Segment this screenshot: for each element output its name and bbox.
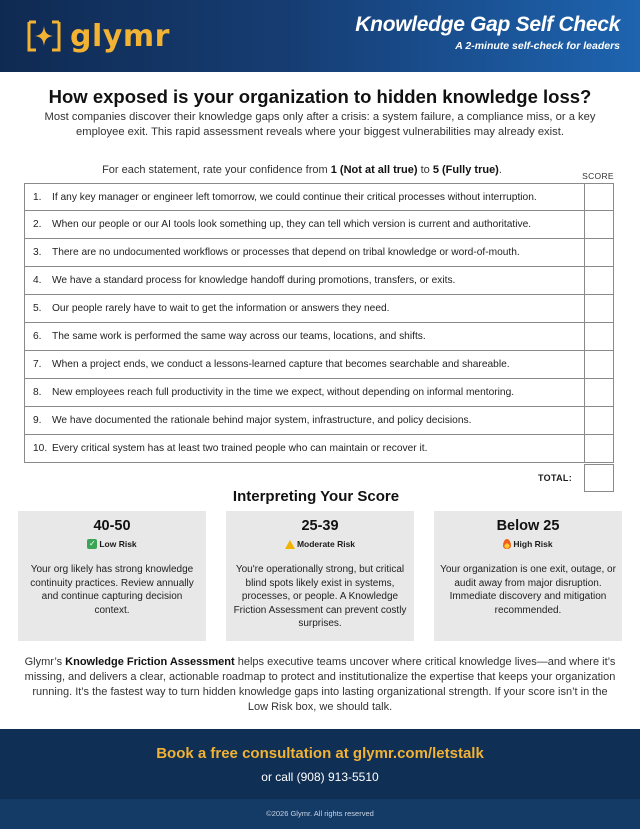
low-risk-box (18, 511, 206, 641)
high-risk-box (434, 511, 622, 641)
score-column (584, 183, 614, 463)
risk-label-text: High Risk (513, 539, 553, 549)
statement-row (24, 295, 585, 323)
closing-suffix: helps executive teams uncover where critical knowledge lives—and where it’s missing, and delivers a clear, actionable roadmap to protect and institutionalize the expertise that keeps your organization running. It’s the fastest way to turn hidden knowledge gaps into lasting organizational strength. If your score isn’t in the Low Risk box, we should talk. (24, 656, 616, 713)
statement-text: New employees reach full productivity in the time we expect, without depending on informal mentoring. (52, 387, 515, 398)
statements-table (24, 183, 585, 463)
consultation-link[interactable]: Book a free consultation at glymr.com/letstalk (156, 745, 484, 762)
risk-description: Your org likely has strong knowledge continuity practices. Review annually and continue capturing decision context. (30, 564, 194, 616)
score-input-6[interactable] (584, 323, 614, 351)
intro-heading: How exposed is your organization to hidden knowledge loss? (48, 86, 592, 107)
statement-text: We have documented the rationale behind major system, infrastructure, and policy decisions. (52, 415, 472, 426)
score-input-10[interactable] (584, 435, 614, 463)
statement-row (24, 211, 585, 239)
page-title: Knowledge Gap Self Check (355, 13, 620, 36)
score-input-3[interactable] (584, 239, 614, 267)
statement-number: 2. (33, 219, 42, 230)
risk-range: 25-39 (301, 518, 339, 534)
score-column-header: SCORE (582, 171, 614, 181)
fire-icon (503, 539, 511, 549)
risk-label (434, 539, 622, 549)
risk-range: Below 25 (496, 518, 560, 534)
risk-description: You're operationally strong, but critical blind spots likely exist in systems, processes, or people. A Knowledge Friction Assessment can prevent costly surprises. (233, 564, 407, 629)
statement-number: 8. (33, 387, 42, 398)
risk-label-text: Low Risk (99, 539, 137, 549)
warning-icon (285, 540, 295, 549)
page-subtitle: A 2-minute self-check for leaders (455, 40, 620, 52)
logo-text: glymr (70, 18, 170, 54)
instruction-middle: to (417, 164, 433, 176)
statement-text: When a project ends, we conduct a lessons-learned capture that becomes searchable and shareable. (52, 359, 510, 370)
statement-text: Every critical system has at least two trained people who can maintain or recover it. (52, 443, 428, 454)
statement-row (24, 183, 585, 211)
cta-banner (0, 729, 640, 799)
statement-number: 6. (33, 331, 42, 342)
statement-row (24, 351, 585, 379)
statement-text: We have a standard process for knowledge handoff during promotions, transfers, or exits. (52, 275, 456, 286)
closing-product-name: Knowledge Friction Assessment (65, 656, 235, 668)
statement-text: The same work is performed the same way across our teams, locations, and shifts. (52, 331, 426, 342)
instruction-low: 1 (Not at all true) (330, 164, 418, 176)
risk-label-text: Moderate Risk (296, 539, 356, 549)
phone-link[interactable]: or call (908) 913-5510 (261, 770, 379, 784)
score-input-1[interactable] (584, 183, 614, 211)
interpretation-heading: Interpreting Your Score (232, 488, 400, 505)
rating-instruction (22, 164, 582, 176)
bracket-sparkle-icon (26, 18, 62, 54)
score-input-2[interactable] (584, 211, 614, 239)
risk-description: Your organization is one exit, outage, or audit away from major disruption. Immediate discovery and mitigation recommended. (440, 564, 616, 616)
total-label: TOTAL: (538, 473, 572, 483)
check-icon: ✓ (88, 539, 96, 548)
statement-number: 9. (33, 415, 42, 426)
copyright-footer: ©2026 Glymr. All rights reserved (0, 799, 640, 829)
statement-row (24, 435, 585, 463)
statement-text: Our people rarely have to wait to get the information or answers they need. (52, 303, 390, 314)
intro-text: Most companies discover their knowledge gaps only after a crisis: a system failure, a compliance miss, or a key employee exit. This rapid assessment reveals where your biggest vulnerabilities may already exist. (44, 111, 596, 138)
header-banner (0, 0, 640, 72)
statement-number: 4. (33, 275, 42, 286)
statement-row (24, 323, 585, 351)
instruction-suffix: . (498, 164, 502, 176)
score-input-8[interactable] (584, 379, 614, 407)
statement-row (24, 407, 585, 435)
score-input-4[interactable] (584, 267, 614, 295)
statement-row (24, 379, 585, 407)
statement-number: 1. (33, 191, 42, 203)
risk-range: 40-50 (93, 518, 131, 534)
statement-number: 3. (33, 247, 42, 258)
score-input-5[interactable] (584, 295, 614, 323)
moderate-risk-box (226, 511, 414, 641)
risk-label (18, 539, 206, 549)
score-input-9[interactable] (584, 407, 614, 435)
statement-row (24, 267, 585, 295)
risk-label (226, 539, 414, 549)
statement-text: There are no undocumented workflows or processes that depend on tribal knowledge or word-of-mouth. (52, 247, 520, 258)
score-input-7[interactable] (584, 351, 614, 379)
statement-text: When our people or our AI tools look something up, they can tell which version is current and authoritative. (52, 219, 532, 230)
statement-text: If any key manager or engineer left tomorrow, we could continue their critical processes without interruption. (52, 191, 537, 203)
closing-paragraph (22, 655, 618, 715)
statement-number: 10. (33, 443, 48, 454)
instruction-high: 5 (Fully true) (432, 164, 499, 176)
statement-number: 7. (33, 359, 42, 370)
statement-row (24, 239, 585, 267)
statement-number: 5. (33, 303, 42, 314)
closing-prefix: Glymr’s (24, 656, 66, 668)
instruction-prefix: For each statement, rate your confidence from (102, 164, 331, 176)
glymr-logo[interactable] (26, 14, 170, 58)
